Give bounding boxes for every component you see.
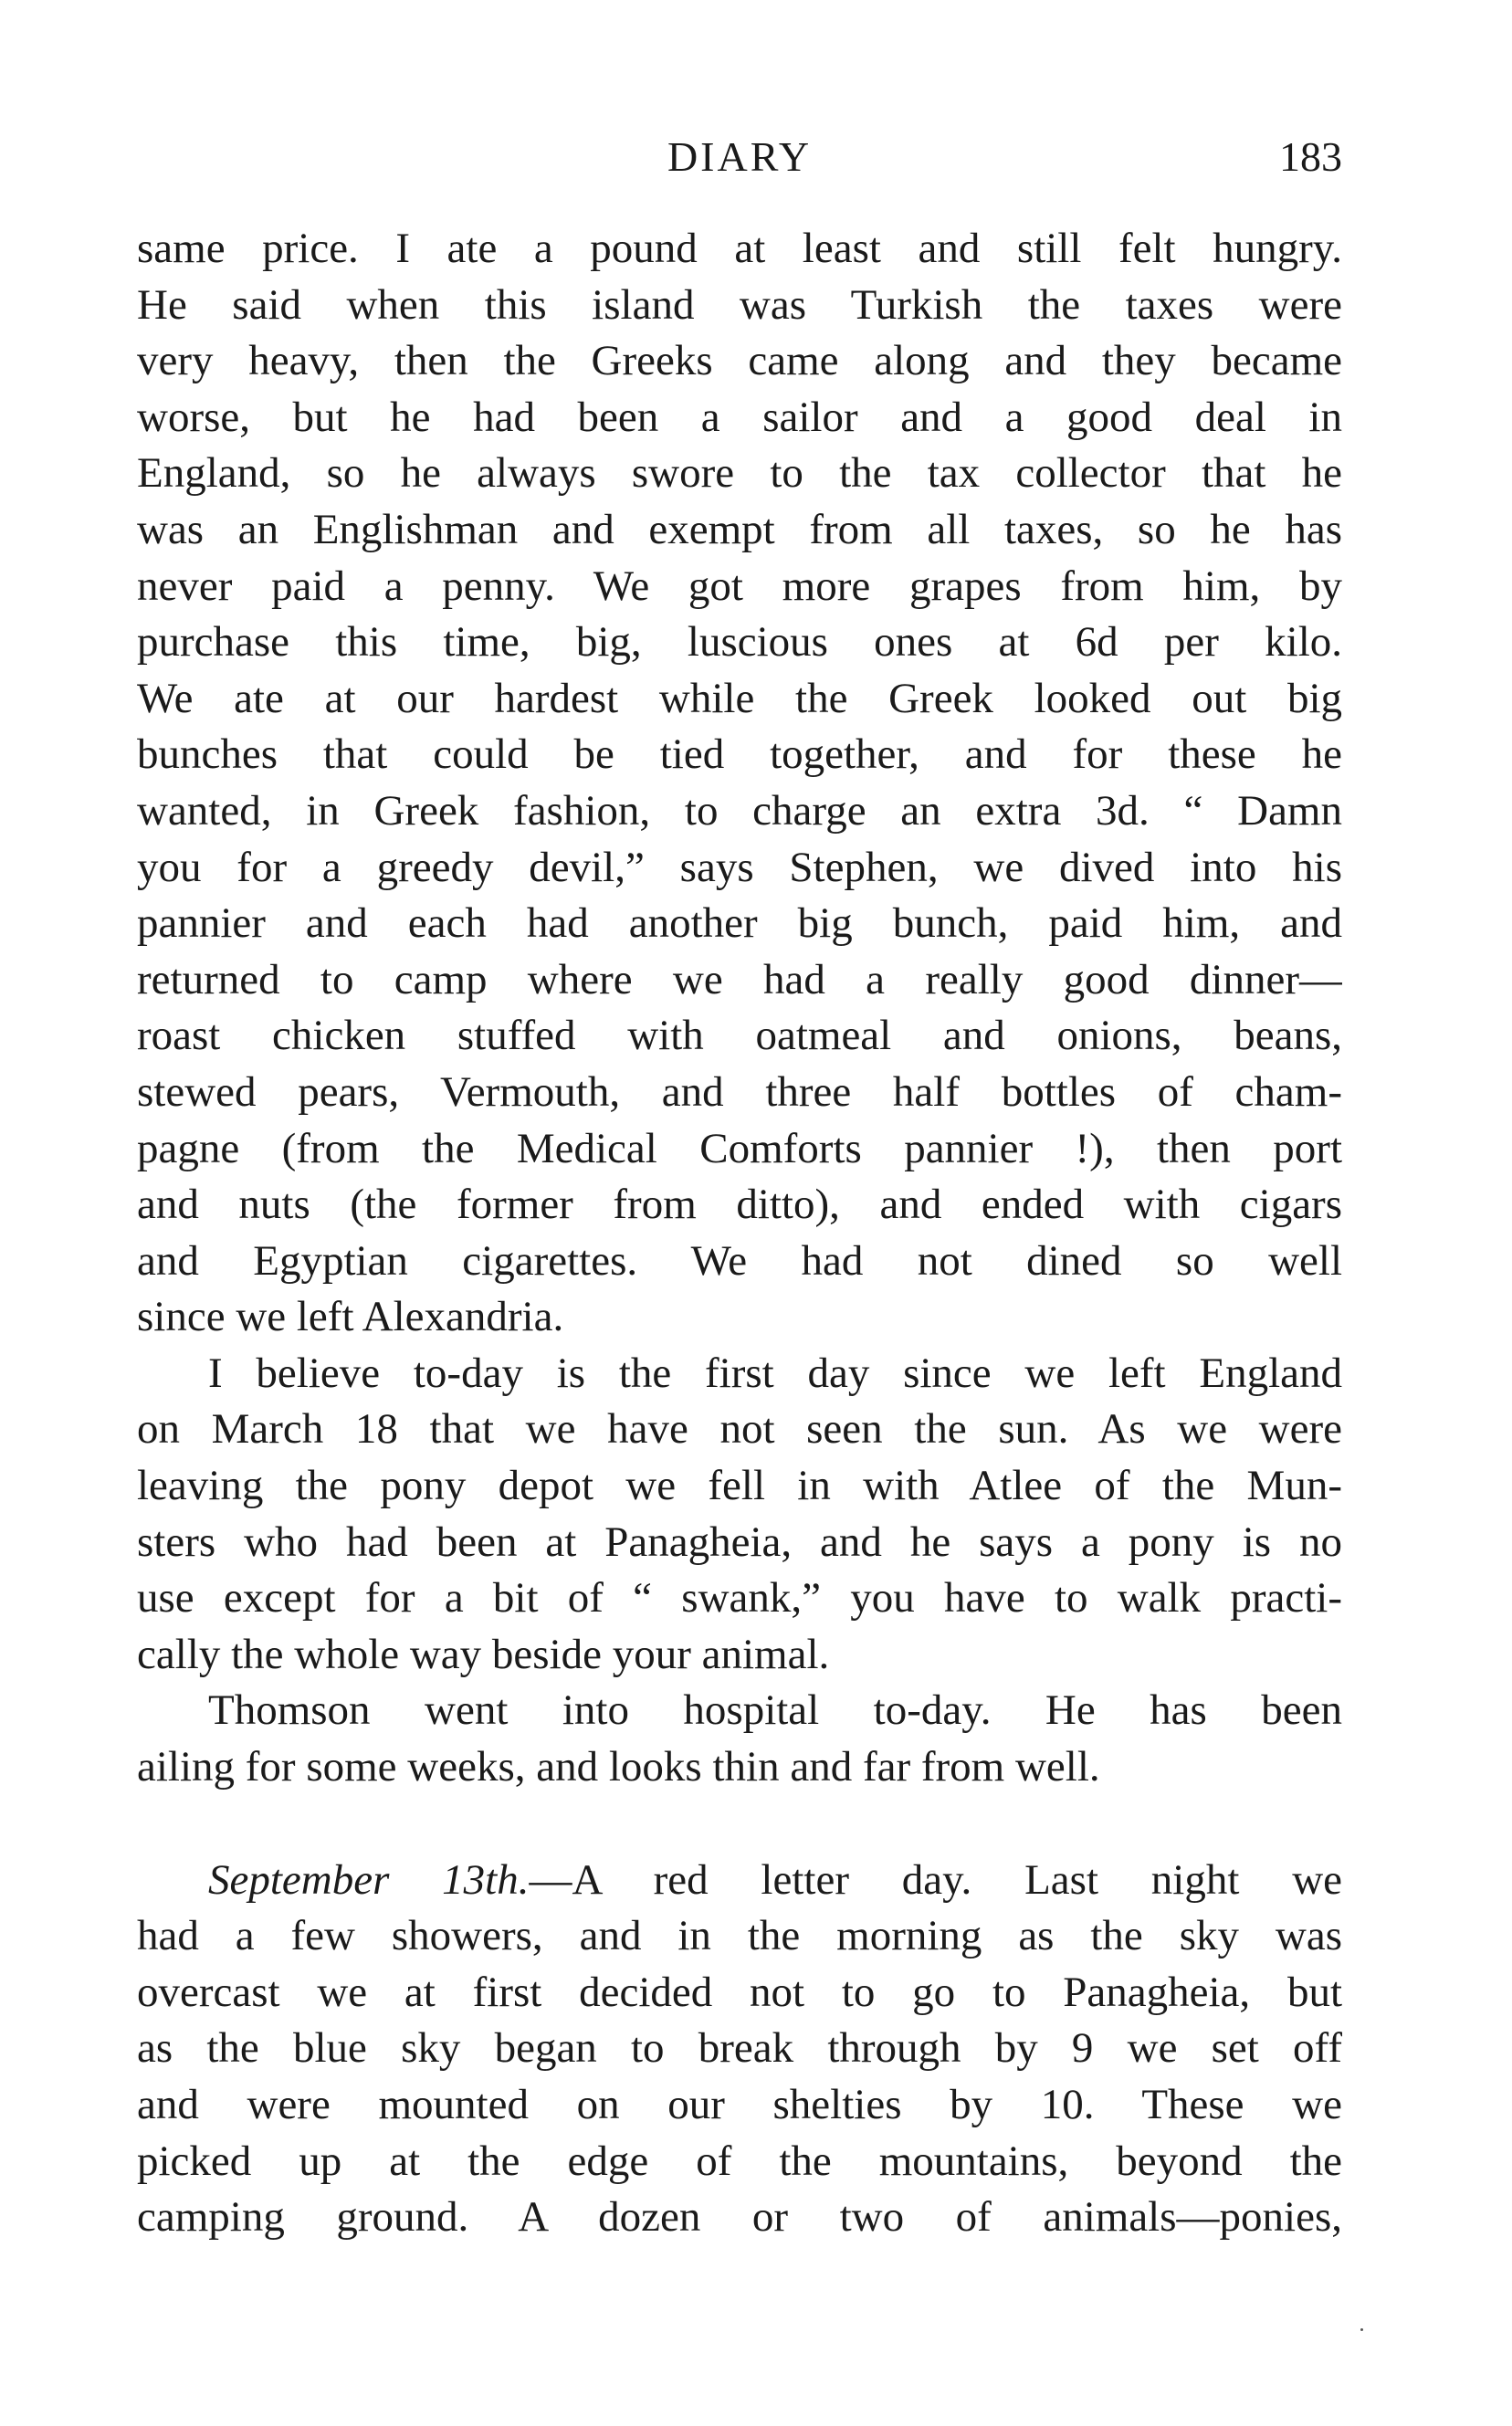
print-speck: [1360, 2328, 1363, 2331]
text-line: sters who had been at Panagheia, and he says a pony is no: [137, 1518, 1342, 1566]
text-line: wanted, in Greek fashion, to charge an extra 3d. “ Damn: [137, 786, 1342, 835]
entry-date-day: [389, 1856, 529, 1904]
text-line: bunches that could be tied together, and for these he: [137, 730, 1342, 779]
text-line: camping ground. A dozen or two of animals—ponies,: [137, 2193, 1342, 2242]
entry-first-line-rest: —A red letter day. Last night we: [529, 1855, 1342, 1904]
text-line: and nuts (the former from ditto), and ended with cigars: [137, 1181, 1342, 1229]
text-line: was an Englishman and exempt from all taxes, so he has: [137, 505, 1342, 553]
text-line: leaving the pony depot we fell in with Atlee of the Mun-: [137, 1462, 1342, 1510]
entry-date-day-text: 13th.: [389, 1855, 530, 1904]
body-text: [137, 221, 1342, 2246]
text-line: had a few showers, and in the morning as the sky was: [137, 1912, 1342, 1960]
text-line: I believe to-day is the first day since we left England: [208, 1349, 1342, 1397]
text-line: and were mounted on our shelties by 10. These we: [137, 2081, 1342, 2128]
text-line: pagne (from the Medical Comforts pannier !), then port: [137, 1124, 1342, 1172]
text-line: worse, but he had been a sailor and a good deal in: [137, 393, 1342, 441]
text-line: roast chicken stuffed with oatmeal and onions, beans,: [137, 1012, 1342, 1060]
text-line: purchase this time, big, luscious ones at 6d per kilo.: [137, 618, 1342, 667]
page-number: 183: [1279, 133, 1342, 180]
text-line: never paid a penny. We got more grapes from him, by: [137, 562, 1342, 610]
text-line: We ate at our hardest while the Greek looked out big: [137, 674, 1342, 722]
text-line: returned to camp where we had a really good dinner—: [137, 955, 1342, 1003]
text-line: Thomson went into hospital to-day. He has been: [208, 1686, 1342, 1735]
entry-first-line: [137, 1853, 1342, 1909]
paragraph-1: [137, 221, 1342, 1346]
text-line: and Egyptian cigarettes. We had not dined so well: [137, 1236, 1342, 1285]
text-line: overcast we at first decided not to go to Panagheia, but: [137, 1968, 1342, 2016]
section-gap: [137, 1796, 1342, 1853]
text-line: pannier and each had another big bunch, paid him, and: [137, 899, 1342, 948]
text-line: England, so he always swore to the tax collector that he: [137, 449, 1342, 498]
text-line: stewed pears, Vermouth, and three half bottles of cham-: [137, 1067, 1342, 1116]
text-line: He said when this island was Turkish the taxes were: [137, 280, 1342, 329]
text-line: as the blue sky began to break through by 9 we set off: [137, 2024, 1342, 2073]
text-line: use except for a bit of “ swank,” you have to walk practi-: [137, 1574, 1342, 1623]
running-title: DIARY: [667, 133, 813, 180]
paragraph-2: [137, 1346, 1342, 1684]
entry-date-month: September: [208, 1855, 390, 1904]
paragraph-3: [137, 1683, 1342, 1795]
text-line: ailing for some weeks, and looks thin and far from well.: [137, 1743, 1100, 1791]
running-head: [137, 132, 1342, 196]
text-line: cally the whole way beside your animal.: [137, 1630, 830, 1678]
diary-entry-september-13: [137, 1853, 1342, 2246]
text-line: very heavy, then the Greeks came along and they became: [137, 337, 1342, 385]
text-line: picked up at the edge of the mountains, beyond the: [137, 2137, 1342, 2185]
text-line: on March 18 that we have not seen the sun. As we were: [137, 1405, 1342, 1454]
text-line: you for a greedy devil,” says Stephen, we dived into his: [137, 843, 1342, 891]
text-line: same price. I ate a pound at least and still felt hungry.: [137, 225, 1342, 272]
text-line: since we left Alexandria.: [137, 1293, 564, 1341]
